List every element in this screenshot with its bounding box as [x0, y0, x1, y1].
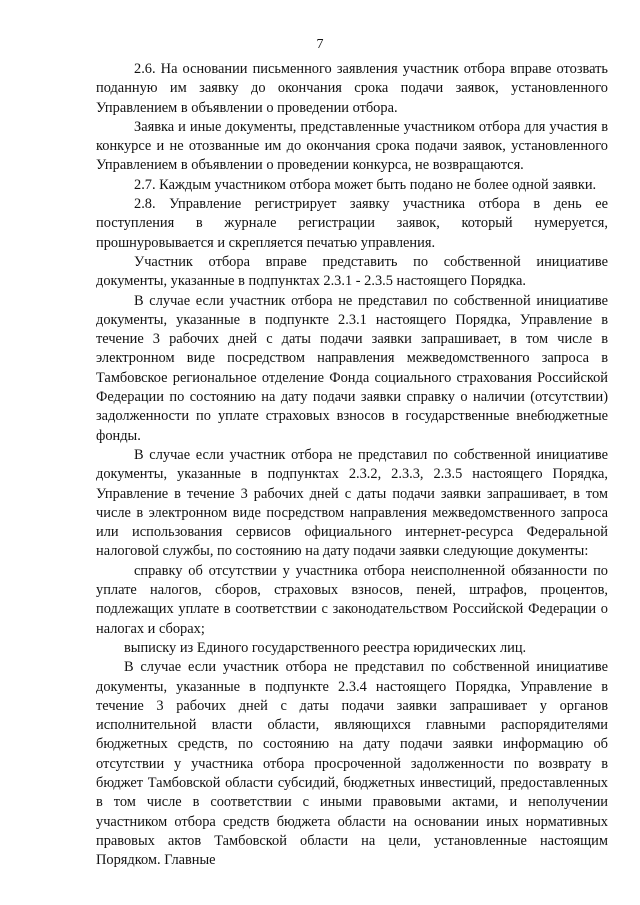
paragraph-tax-certificate: справку об отсутствии у участника отбора неисполненной обязанности по уплате налогов, сборов, страховых взносов, пеней, штрафов, процентов, подлежащих уплате в соответствии с законодательством Российской Федерации о налогах и сборах; [96, 562, 608, 637]
page-number: 7 [316, 37, 324, 52]
paragraph-case-2-3-2: В случае если участник отбора не представил по собственной инициативе документы, указанные в подпунктах 2.3.2, 2.3.3, 2.3.5 настоящего Порядка, Управление в течение 3 рабочих дней с даты подачи заявки запрашивает, в том числе в электронном виде посредством направления межведомственного запроса или использования сервисов официального интернет-ресурса Федеральной налоговой службы, по состоянию на дату подачи заявки следующие документы: [96, 446, 608, 560]
paragraph-application-not-returned: Заявка и иные документы, представленные участником отбора для участия в конкурсе и не отозванные им до окончания срока подачи заявок, установленного Управлением в объявлении о проведении конкурса, не возвращаются. [96, 118, 608, 174]
document-body [96, 60, 608, 870]
paragraph-case-2-3-4: В случае если участник отбора не представил по собственной инициативе документы, указанные в подпункте 2.3.4 настоящего Порядка, Управление в течение 3 рабочих дней с даты подачи заявки запрашивает у органов исполнительной власти области, являющихся главными распорядителями бюджетных средств, по состоянию на дату подачи заявки информацию об отсутствии у участника отбора просроченной задолженности по возврату в бюджет Тамбовской области субсидий, бюджетных инвестиций, предоставленных в том числе в соответствии с иными правовыми актами, и неполучении участником отбора средств бюджета области на основании иных нормативных правовых актов Тамбовской области на цели, установленные настоящим Порядком. Главные [96, 659, 608, 869]
paragraph-2-8: 2.8. Управление регистрирует заявку участника отбора в день ее поступления в журнале регистрации заявок, который нумеруется, прошнуровывается и скрепляется печатью управления. [96, 196, 608, 251]
paragraph-2-7: 2.7. Каждым участником отбора может быть подано не более одной заявки. [134, 176, 597, 193]
paragraph-2-6: 2.6. На основании письменного заявления участник отбора вправе отозвать поданную им заявку до окончания срока подачи заявок, установленного Управлением в объявлении о проведении отбора. [96, 61, 608, 116]
paragraph-registry-extract: выписку из Единого государственного реестра юридических лиц. [124, 639, 527, 656]
paragraph-own-initiative: Участник отбора вправе представить по собственной инициативе документы, указанные в подпунктах 2.3.1 - 2.3.5 настоящего Порядка. [96, 253, 608, 290]
paragraph-case-2-3-1: В случае если участник отбора не представил по собственной инициативе документы, указанные в подпункте 2.3.1 настоящего Порядка, Управление в течение 3 рабочих дней с даты подачи заявки запрашивает, в том числе в электронном виде посредством направления межведомственного запроса в Тамбовское региональное отделение Фонда социального страхования Российской Федерации по состоянию на дату подачи заявки справку о наличии (отсутствии) задолженности по уплате страховых взносов в государственные внебюджетные фонды. [96, 292, 608, 444]
